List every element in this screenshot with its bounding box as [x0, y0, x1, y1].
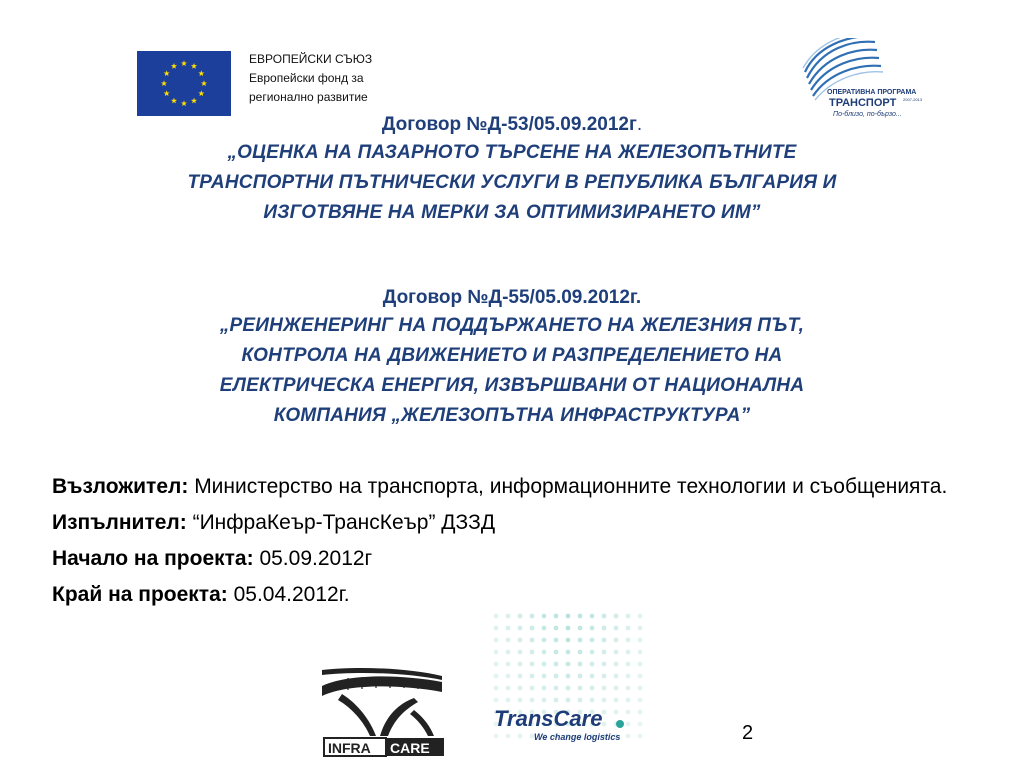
infracare-logo-care: CARE — [390, 740, 430, 756]
decor-dot — [518, 662, 523, 667]
contract-2-number: Договор №Д-55/05.09.2012г. — [382, 287, 642, 308]
decor-dot — [566, 650, 571, 655]
decor-dot — [566, 638, 571, 643]
contract-1-title-line: „ОЦЕНКА НА ПАЗАРНОТО ТЪРСЕНЕ НА ЖЕЛЕЗОПЪТНИТЕ — [227, 142, 797, 163]
decor-dot — [530, 638, 535, 643]
project-details — [52, 474, 952, 618]
decor-dot — [626, 662, 631, 667]
end-row — [52, 582, 952, 608]
decor-dot — [638, 662, 643, 667]
decor-dot — [542, 674, 547, 679]
decor-dot — [578, 674, 583, 679]
decor-dot — [518, 650, 523, 655]
decor-dot — [626, 638, 631, 643]
decor-dot — [602, 662, 607, 667]
decor-dot — [494, 626, 499, 631]
decor-dot — [602, 626, 607, 631]
decor-dot — [638, 626, 643, 631]
decor-dot — [566, 686, 571, 691]
decor-dot — [578, 698, 583, 703]
decor-dot — [590, 662, 595, 667]
decor-dot — [638, 638, 643, 643]
decor-dot — [578, 662, 583, 667]
page-number: 2 — [742, 722, 754, 744]
contract-1-block — [60, 112, 964, 228]
decor-dot — [506, 698, 511, 703]
decor-dot — [590, 686, 595, 691]
transcare-logo-name: TransCare — [494, 706, 603, 731]
decor-dot — [518, 686, 523, 691]
decor-dot — [542, 698, 547, 703]
decor-dot — [638, 686, 643, 691]
contract-1-title-line: ИЗГОТВЯНЕ НА МЕРКИ ЗА ОПТИМИЗИРАНЕТО ИМ” — [263, 202, 761, 223]
eu-caption — [249, 50, 372, 107]
decor-dot — [602, 686, 607, 691]
decor-dot — [590, 650, 595, 655]
contract-2-title-line: КОНТРОЛА НА ДВИЖЕНИЕТО И РАЗПРЕДЕЛЕНИЕТО НА — [241, 345, 783, 366]
decor-dot — [554, 662, 559, 667]
op-logo-slogan: По-близо, по-бързо... — [833, 111, 902, 118]
decor-dot — [626, 626, 631, 631]
decor-dot — [518, 698, 523, 703]
decor-dot — [626, 686, 631, 691]
op-logo-line1: ОПЕРАТИВНА ПРОГРАМА — [827, 89, 917, 96]
infracare-logo-infra: INFRA — [328, 740, 371, 756]
decor-dot — [530, 662, 535, 667]
decor-dot — [554, 650, 559, 655]
decor-dot — [578, 638, 583, 643]
op-logo-line2: ТРАНСПОРТ — [829, 97, 897, 109]
decor-dot — [626, 698, 631, 703]
decor-dot — [566, 674, 571, 679]
decor-dot — [542, 626, 547, 631]
infracare-logo — [318, 664, 448, 758]
end-label: Край на проекта: — [52, 583, 228, 606]
decor-dot — [578, 650, 583, 655]
decor-dot — [506, 626, 511, 631]
decor-dot — [602, 650, 607, 655]
contract-2-title-line: „РЕИНЖЕНЕРИНГ НА ПОДДЪРЖАНЕТО НА ЖЕЛЕЗНИЯ ПЪТ, — [219, 315, 805, 336]
start-value: 05.09.2012г — [253, 547, 373, 570]
decor-dot — [518, 638, 523, 643]
contract-1-number: Договор №Д-53/05.09.2012г — [381, 114, 637, 135]
decor-dot — [554, 674, 559, 679]
client-label: Възложител: — [52, 475, 189, 498]
decor-dot — [602, 674, 607, 679]
decor-dot — [638, 698, 643, 703]
contractor-row — [52, 510, 952, 536]
contractor-value: “ИнфраКеър-ТрансКеър” ДЗЗД — [186, 511, 496, 534]
end-value: 05.04.2012г. — [227, 583, 350, 606]
contract-1-title-line: ТРАНСПОРТНИ ПЪТНИЧЕСКИ УСЛУГИ В РЕПУБЛИКА БЪЛГАРИЯ И — [187, 172, 837, 193]
decor-dot — [530, 674, 535, 679]
op-logo-years: 2007-2013 — [903, 97, 923, 102]
decor-dot — [494, 650, 499, 655]
client-value: Министерство на транспорта, информационните технологии и съобщенията. — [188, 475, 948, 498]
eu-flag-logo — [137, 51, 231, 116]
decor-dot — [530, 626, 535, 631]
contract-1-number-line — [60, 112, 964, 138]
decor-dot — [614, 626, 619, 631]
decor-dot — [518, 674, 523, 679]
decor-dot — [638, 650, 643, 655]
eu-caption-line2: Европейски фонд за — [249, 71, 364, 85]
decor-dot — [494, 698, 499, 703]
transcare-logo-tagline: We change logistics — [534, 732, 621, 742]
contractor-label: Изпълнител: — [52, 511, 187, 534]
decor-dot — [578, 686, 583, 691]
decor-dot — [506, 662, 511, 667]
decor-dot — [530, 686, 535, 691]
decor-dot — [542, 650, 547, 655]
contract-1-number-dot: . — [636, 114, 643, 135]
transcare-logo-dot — [616, 720, 624, 728]
start-label: Начало на проекта: — [52, 547, 254, 570]
decor-dot — [590, 638, 595, 643]
decor-dot — [554, 638, 559, 643]
decor-dot — [626, 650, 631, 655]
decor-dot — [578, 626, 583, 631]
decor-dot — [554, 626, 559, 631]
decor-dot — [506, 650, 511, 655]
client-row — [52, 474, 952, 500]
decor-dot — [614, 650, 619, 655]
decor-dot — [614, 686, 619, 691]
decor-dot — [602, 698, 607, 703]
decor-dot — [566, 698, 571, 703]
decor-dot — [602, 638, 607, 643]
decor-dot — [494, 686, 499, 691]
decor-dot — [590, 674, 595, 679]
decor-dot — [554, 698, 559, 703]
decor-dot — [530, 698, 535, 703]
transcare-logo — [494, 706, 644, 746]
decor-dot — [542, 686, 547, 691]
contract-2-block — [60, 285, 964, 431]
decor-dot — [590, 698, 595, 703]
eu-caption-line3: регионално развитие — [249, 90, 368, 104]
eu-caption-line1: ЕВРОПЕЙСКИ СЪЮЗ — [249, 52, 373, 66]
op-transport-logo — [797, 38, 957, 122]
decor-dot — [494, 662, 499, 667]
decor-dot — [542, 662, 547, 667]
decor-dot — [566, 662, 571, 667]
decor-dot — [506, 686, 511, 691]
decor-dot — [530, 650, 535, 655]
decor-dot — [506, 638, 511, 643]
decor-dot — [554, 686, 559, 691]
decor-dot — [638, 674, 643, 679]
decor-dot — [590, 626, 595, 631]
decor-dot — [614, 638, 619, 643]
start-row — [52, 546, 952, 572]
decor-dot — [626, 674, 631, 679]
contract-2-title-line: КОМПАНИЯ „ЖЕЛЕЗОПЪТНА ИНФРАСТРУКТУРА” — [273, 405, 751, 426]
decor-dot — [614, 698, 619, 703]
decor-dot — [614, 662, 619, 667]
decor-dot — [494, 638, 499, 643]
decor-dot — [494, 674, 499, 679]
decor-dot — [566, 626, 571, 631]
contract-2-title-line: ЕЛЕКТРИЧЕСКА ЕНЕРГИЯ, ИЗВЪРШВАНИ ОТ НАЦИОНАЛНА — [219, 375, 805, 396]
decor-dot — [506, 674, 511, 679]
decor-dot — [518, 626, 523, 631]
decor-dot — [614, 674, 619, 679]
decor-dot — [542, 638, 547, 643]
